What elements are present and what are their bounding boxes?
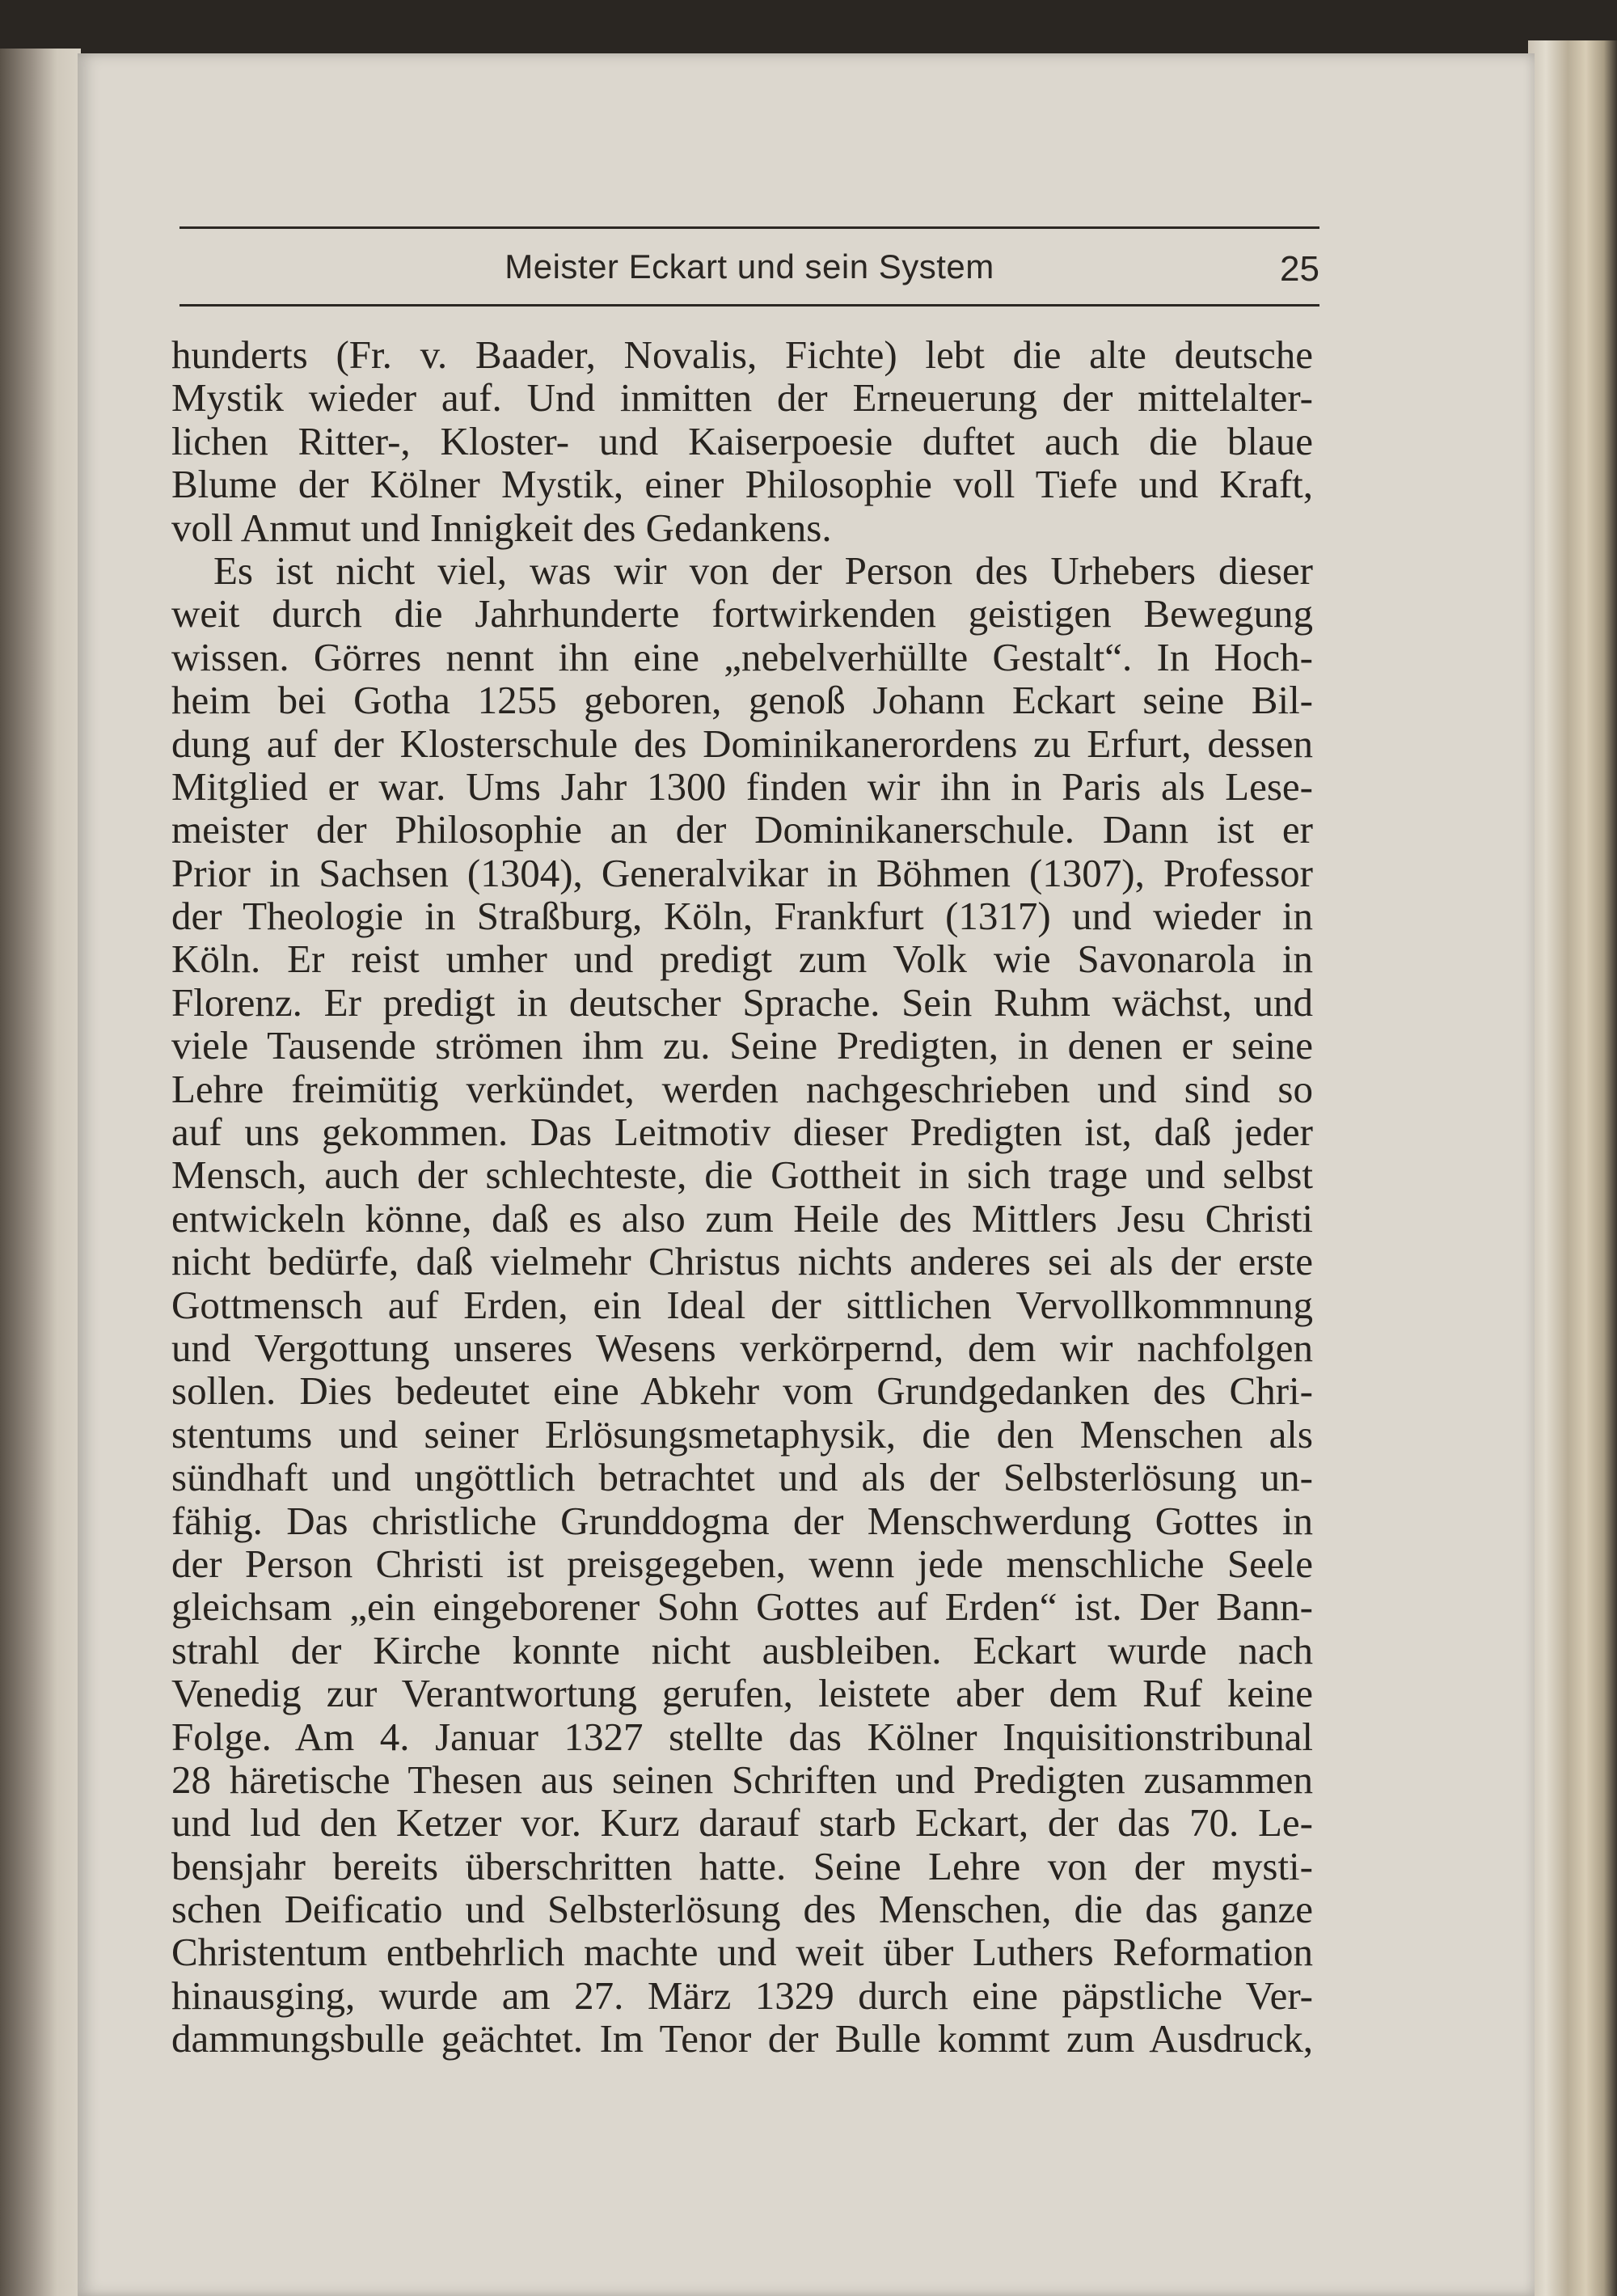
text-line: auf uns gekommen. Das Leitmotiv dieser Predigten ist, daß jeder — [171, 1110, 1313, 1155]
book-page-edges — [1528, 40, 1617, 2296]
text-line: Es ist nicht viel, was wir von der Person des Urhebers dieser — [213, 548, 1313, 593]
page-number: 25 — [1280, 249, 1319, 289]
text-line: entwickeln könne, daß es also zum Heile des Mittlers Jesu Christi — [171, 1195, 1313, 1241]
text-line: weit durch die Jahrhunderte fortwirkenden geistigen Bewegung — [171, 591, 1313, 636]
text-line: schen Deificatio und Selbsterlösung des Menschen, die das ganze — [171, 1887, 1313, 1932]
text-line: stentums und seiner Erlösungsmetaphysik, die den Menschen als — [171, 1411, 1313, 1457]
header-rule-bottom — [179, 304, 1319, 307]
text-line: Christentum entbehrlich machte und weit über Luthers Reformation — [171, 1930, 1313, 1975]
text-line: Lehre freimütig verkündet, werden nachgeschrieben und sind so — [171, 1066, 1313, 1111]
text-line: wissen. Görres nennt ihn eine „nebelverhüllte Gestalt“. In Hoch- — [171, 634, 1313, 679]
text-line: sündhaft und ungöttlich betrachtet und als der Selbsterlösung un- — [171, 1455, 1313, 1500]
text-line: Köln. Er reist umher und predigt zum Volk wie Savonarola in — [171, 937, 1313, 982]
text-line: Mensch, auch der schlechteste, die Gottheit in sich trage und selbst — [171, 1152, 1313, 1198]
running-title: Meister Eckart und sein System — [505, 247, 994, 285]
text-line: Mystik wieder auf. Und inmitten der Erneuerung der mittelalter- — [171, 375, 1313, 421]
text-line: fähig. Das christliche Grunddogma der Menschwerdung Gottes in — [171, 1498, 1313, 1543]
running-header — [179, 226, 1319, 309]
text-line: strahl der Kirche konnte nicht ausbleiben. Eckart wurde nach — [171, 1627, 1313, 1672]
text-line: dammungsbulle geächtet. Im Tenor der Bulle kommt zum Ausdruck, — [171, 2016, 1313, 2061]
text-line: der Theologie in Straßburg, Köln, Frankfurt (1317) und wieder in — [171, 894, 1313, 939]
text-line: 28 häretische Thesen aus seinen Schriften und Predigten zusammen — [171, 1757, 1313, 1802]
text-line: hunderts (Fr. v. Baader, Novalis, Fichte) lebt die alte deutsche — [171, 332, 1313, 377]
text-line: meister der Philosophie an der Dominikanerschule. Dann ist er — [171, 807, 1313, 852]
book-spine-edge — [0, 49, 81, 2296]
text-line: viele Tausende strömen ihm zu. Seine Predigten, in denen er seine — [171, 1023, 1313, 1068]
text-line: Prior in Sachsen (1304), Generalvikar in Böhmen (1307), Professor — [171, 850, 1313, 895]
text-line: Mitglied er war. Ums Jahr 1300 finden wir ihn in Paris als Lese- — [171, 763, 1313, 809]
text-line: und Vergottung unseres Wesens verkörpernd, dem wir nachfolgen — [171, 1325, 1313, 1370]
header-rule-top — [179, 226, 1319, 229]
text-line: voll Anmut und Innigkeit des Gedankens. — [171, 505, 832, 550]
text-line: hinausging, wurde am 27. März 1329 durch eine päpstliche Ver- — [171, 1973, 1313, 2018]
text-line: dung auf der Klosterschule des Dominikanerordens zu Erfurt, dessen — [171, 721, 1313, 766]
text-line: Folge. Am 4. Januar 1327 stellte das Kölner Inquisitionstribunal — [171, 1714, 1313, 1759]
text-line: der Person Christi ist preisgegeben, wenn jede menschliche Seele — [171, 1541, 1313, 1586]
text-line: gleichsam „ein eingeborener Sohn Gottes auf Erden“ ist. Der Bann- — [171, 1584, 1313, 1630]
text-line: Blume der Kölner Mystik, einer Philosophie voll Tiefe und Kraft, — [171, 462, 1313, 507]
text-line: Florenz. Er predigt in deutscher Sprache. Sein Ruhm wächst, und — [171, 979, 1313, 1025]
text-line: Gottmensch auf Erden, ein Ideal der sittlichen Vervollkommnung — [171, 1282, 1313, 1327]
text-line: sollen. Dies bedeutet eine Abkehr vom Grundgedanken des Chri- — [171, 1368, 1313, 1414]
body-text — [171, 333, 1313, 2061]
text-line: und lud den Ketzer vor. Kurz darauf starb Eckart, der das 70. Le- — [171, 1800, 1313, 1846]
text-line: bensjahr bereits überschritten hatte. Seine Lehre von der mysti- — [171, 1843, 1313, 1888]
text-line: nicht bedürfe, daß vielmehr Christus nichts anderes sei als der erste — [171, 1239, 1313, 1284]
text-line: heim bei Gotha 1255 geboren, genoß Johann Eckart seine Bil- — [171, 678, 1313, 723]
text-line: Venedig zur Verantwortung gerufen, leistete aber dem Ruf keine — [171, 1671, 1313, 1716]
text-line: lichen Ritter-, Kloster- und Kaiserpoesie duftet auch die blaue — [171, 418, 1313, 463]
